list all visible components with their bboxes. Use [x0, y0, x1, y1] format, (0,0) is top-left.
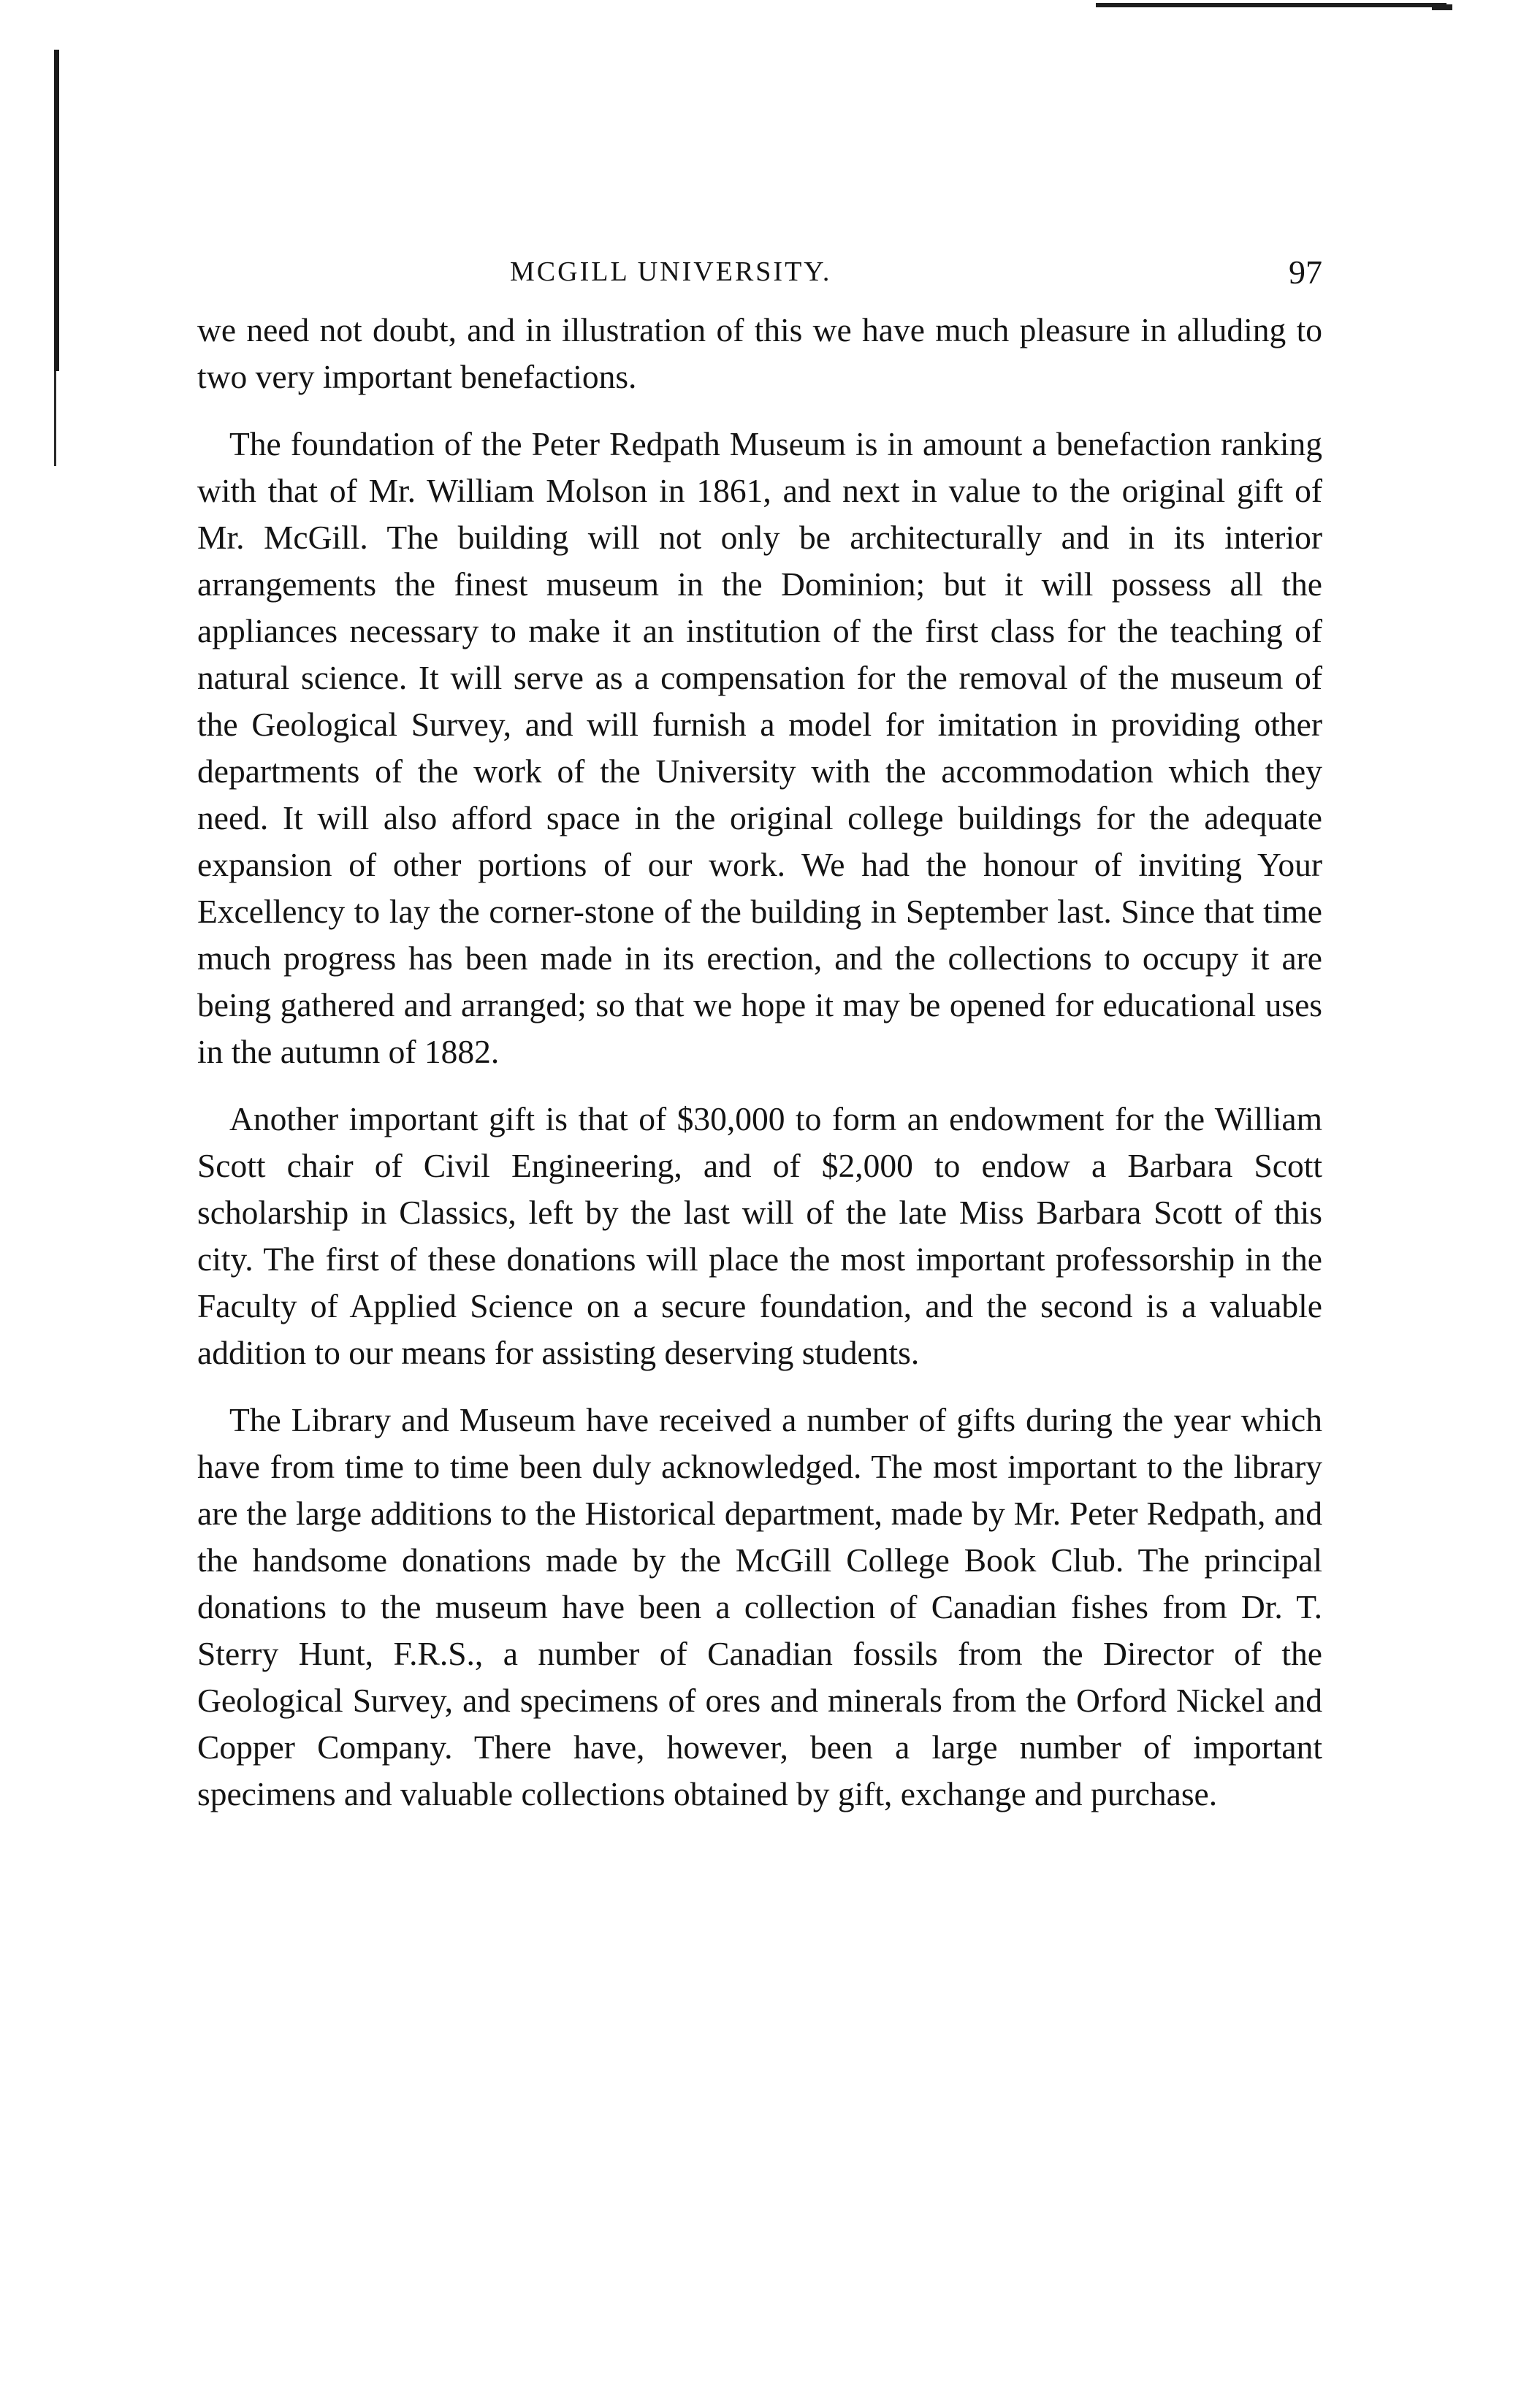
running-title: MCGILL UNIVERSITY.: [510, 256, 832, 287]
scan-edge-top: [1096, 3, 1446, 7]
running-head: [197, 241, 1322, 307]
scan-edge-left: [54, 50, 59, 371]
page-number: 97: [1289, 253, 1322, 291]
paragraph-4: The Library and Museum have received a number of gifts during the year which have from time to time been duly acknowledged. The most important to the library are the large additions to the Historical department, made by Mr. Peter Redpath, and the handsome donations made by the McGill College Book Club. The principal donations to the museum have been a collection of Canadian fishes from Dr. T. Sterry Hunt, F.R.S., a number of Canadian fossils from the Director of the Geological Survey, and specimens of ores and minerals from the Orford Nickel and Copper Company. There have, however, been a large number of important specimens and valuable collections obtained by gift, exchange and purchase.: [197, 1401, 1322, 1812]
paragraph-1: we need not doubt, and in illustration of this we have much pleasure in alluding to two very important benefactions.: [197, 311, 1322, 395]
scan-edge-left-lower: [54, 371, 56, 466]
paragraph-3: Another important gift is that of $30,000 to form an endowment for the William Scott chair of Civil Engineering, and of $2,000 to endow a Barbara Scott scholarship in Classics, left by the last will of the late Miss Barbara Scott of this city. The first of these donations will place the most important professorship in the Faculty of Applied Science on a secure foundation, and the second is a valuable addition to our means for assisting deserving students.: [197, 1100, 1322, 1371]
page: [197, 241, 1322, 1838]
paragraph-2: The foundation of the Peter Redpath Museum is in amount a benefaction ranking with that of Mr. William Molson in 1861, and next in value to the original gift of Mr. McGill. The building will not only be architecturally and in its interior arrangements the finest museum in the Dominion; but it will possess all the appliances necessary to make it an institution of the first class for the teaching of natural science. It will serve as a compensation for the removal of the museum of the Geological Survey, and will furnish a model for imitation in providing other departments of the work of the University with the accommodation which they need. It will also afford space in the original college buildings for the adequate expansion of other portions of our work. We had the honour of inviting Your Excellency to lay the corner-stone of the building in September last. Since that time much progress has been made in its erection, and the collections to occupy it are being gathered and arranged; so that we hope it may be opened for educational uses in the autumn of 1882.: [197, 425, 1322, 1070]
